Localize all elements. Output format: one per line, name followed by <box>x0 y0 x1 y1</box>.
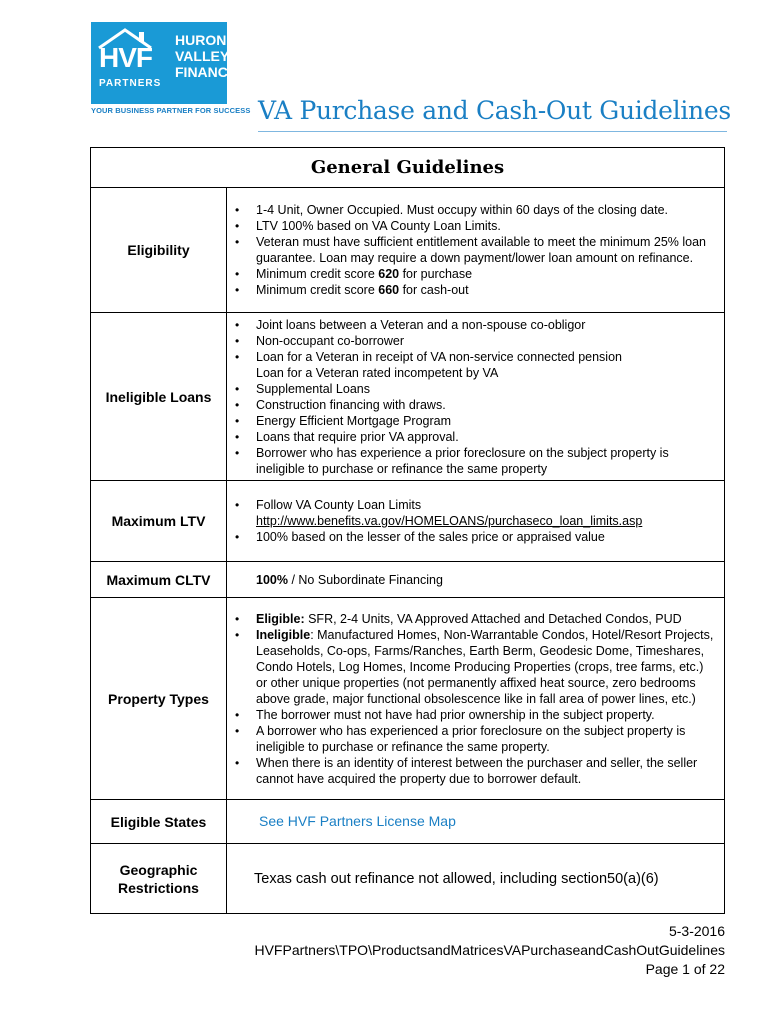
row-label-geographic: Geographic Restrictions <box>91 844 227 914</box>
bullet-list <box>227 202 714 298</box>
logo-partners-text: PARTNERS <box>99 78 162 89</box>
list-item: • A borrower who has experienced a prior foreclosure on the subject property is ineligible to purchase or refinance the same property. <box>256 723 714 755</box>
logo-name-line: VALLEY <box>175 48 230 64</box>
list-item: • 100% based on the lesser of the sales price or appraised value <box>256 529 714 545</box>
list-item: • Non-occupant co-borrower <box>256 333 714 349</box>
cltv-value: 100% <box>256 572 288 587</box>
cltv-text: / No Subordinate Financing <box>287 572 443 587</box>
list-item: • Veteran must have sufficient entitlement available to meet the minimum 25% loan guarantee. Loan may require a down payment/lower loan amount on refinance. <box>256 234 714 266</box>
credit-score-purchase: 620 <box>378 267 400 281</box>
row-label-eligible-states: Eligible States <box>91 800 227 844</box>
ineligible-text: : Manufactured Homes, Non-Warrantable Condos, Hotel/Resort Projects, Leaseholds, Co-ops, Farms/Ranches, Earth Berm, Geodesic Dome, Timeshares, Condo Hotels, Log Homes, Income Producing Properties (crops, tree farms, etc.) or other unique properties (not permanently affixed heat source, zero bedrooms above grade, major functional obsolescence like in fall area of power lines, etc.) <box>256 627 714 706</box>
eligible-label: Eligible: <box>256 611 305 626</box>
credit-suffix: for cash-out <box>399 283 469 297</box>
table-row <box>91 562 725 598</box>
row-label-ineligible: Ineligible Loans <box>91 313 227 481</box>
ineligible-label: Ineligible <box>256 627 311 642</box>
row-content-ineligible <box>227 313 725 481</box>
bullet-list <box>227 611 714 787</box>
row-content-geographic: Texas cash out refinance not allowed, including section50(a)(6) <box>227 844 725 914</box>
list-item <box>256 282 714 298</box>
row-content-max-cltv <box>227 562 725 598</box>
row-label-property-types: Property Types <box>91 598 227 800</box>
list-item <box>256 266 714 282</box>
logo-name-line: FINANCIAL <box>175 64 251 80</box>
license-map-link[interactable]: See HVF Partners License Map <box>259 813 456 829</box>
list-item <box>256 611 714 627</box>
title-divider <box>258 131 727 132</box>
footer-path: HVFPartners\TPO\ProductsandMatricesVAPurchaseandCashOutGuidelines <box>254 942 725 958</box>
table-header-row <box>91 148 725 188</box>
eligible-text: SFR, 2-4 Units, VA Approved Attached and Detached Condos, PUD <box>304 611 682 626</box>
list-item: • Loan for a Veteran in receipt of VA non-service connected pension <box>256 349 714 365</box>
list-item: • LTV 100% based on VA County Loan Limits. <box>256 218 714 234</box>
logo-company-name <box>175 32 251 80</box>
list-item: • Joint loans between a Veteran and a non-spouse co-obligor <box>256 317 714 333</box>
page-footer <box>254 922 725 979</box>
page-title: VA Purchase and Cash-Out Guidelines <box>258 96 731 125</box>
guidelines-table <box>90 147 725 914</box>
row-label-max-ltv: Maximum LTV <box>91 481 227 562</box>
credit-prefix: Minimum credit score <box>256 267 379 281</box>
list-item: • Borrower who has experience a prior foreclosure on the subject property is ineligible to purchase or refinance the same property <box>256 445 714 477</box>
bullet-list <box>227 317 714 477</box>
table-header: General Guidelines <box>91 148 725 188</box>
credit-suffix: for purchase <box>399 267 473 281</box>
table-row <box>91 598 725 800</box>
list-item: • Loans that require prior VA approval. <box>256 429 714 445</box>
row-label-max-cltv: Maximum CLTV <box>91 562 227 598</box>
list-item: • The borrower must not have had prior ownership in the subject property. <box>256 707 714 723</box>
footer-date: 5-3-2016 <box>668 923 725 939</box>
logo-name-line: HURON <box>175 32 227 48</box>
logo-tagline: YOUR BUSINESS PARTNER FOR SUCCESS <box>91 106 251 115</box>
table-row <box>91 313 725 481</box>
row-content-max-ltv <box>227 481 725 562</box>
logo-hvf-text: HVF <box>99 42 152 73</box>
credit-score-cashout: 660 <box>378 283 400 297</box>
list-item <box>256 627 714 707</box>
list-item <box>256 497 714 529</box>
table-row <box>91 844 725 914</box>
footer-page-number: Page 1 of 22 <box>645 961 725 977</box>
row-label-eligibility: Eligibility <box>91 188 227 313</box>
bullet-list <box>227 497 714 545</box>
loan-limits-link[interactable]: http://www.benefits.va.gov/HOMELOANS/purchaseco_loan_limits.asp <box>256 514 643 528</box>
list-item: • 1-4 Unit, Owner Occupied. Must occupy within 60 days of the closing date. <box>256 202 714 218</box>
company-logo <box>91 22 251 122</box>
list-item: • Supplemental Loans <box>256 381 714 397</box>
logo-background <box>91 22 251 104</box>
row-content-eligibility <box>227 188 725 313</box>
credit-prefix: Minimum credit score <box>256 283 379 297</box>
table-row <box>91 481 725 562</box>
table-row <box>91 188 725 313</box>
row-content-property-types <box>227 598 725 800</box>
list-item: Loan for a Veteran rated incompetent by VA <box>256 365 499 380</box>
list-item: • When there is an identity of interest between the purchaser and seller, the seller cannot have acquired the property due to borrower default. <box>256 755 714 787</box>
ltv-item-text: Follow VA County Loan Limits <box>256 498 422 512</box>
list-item: • Construction financing with draws. <box>256 397 714 413</box>
row-content-eligible-states <box>227 800 725 844</box>
table-row <box>91 800 725 844</box>
list-item: • Energy Efficient Mortgage Program <box>256 413 714 429</box>
